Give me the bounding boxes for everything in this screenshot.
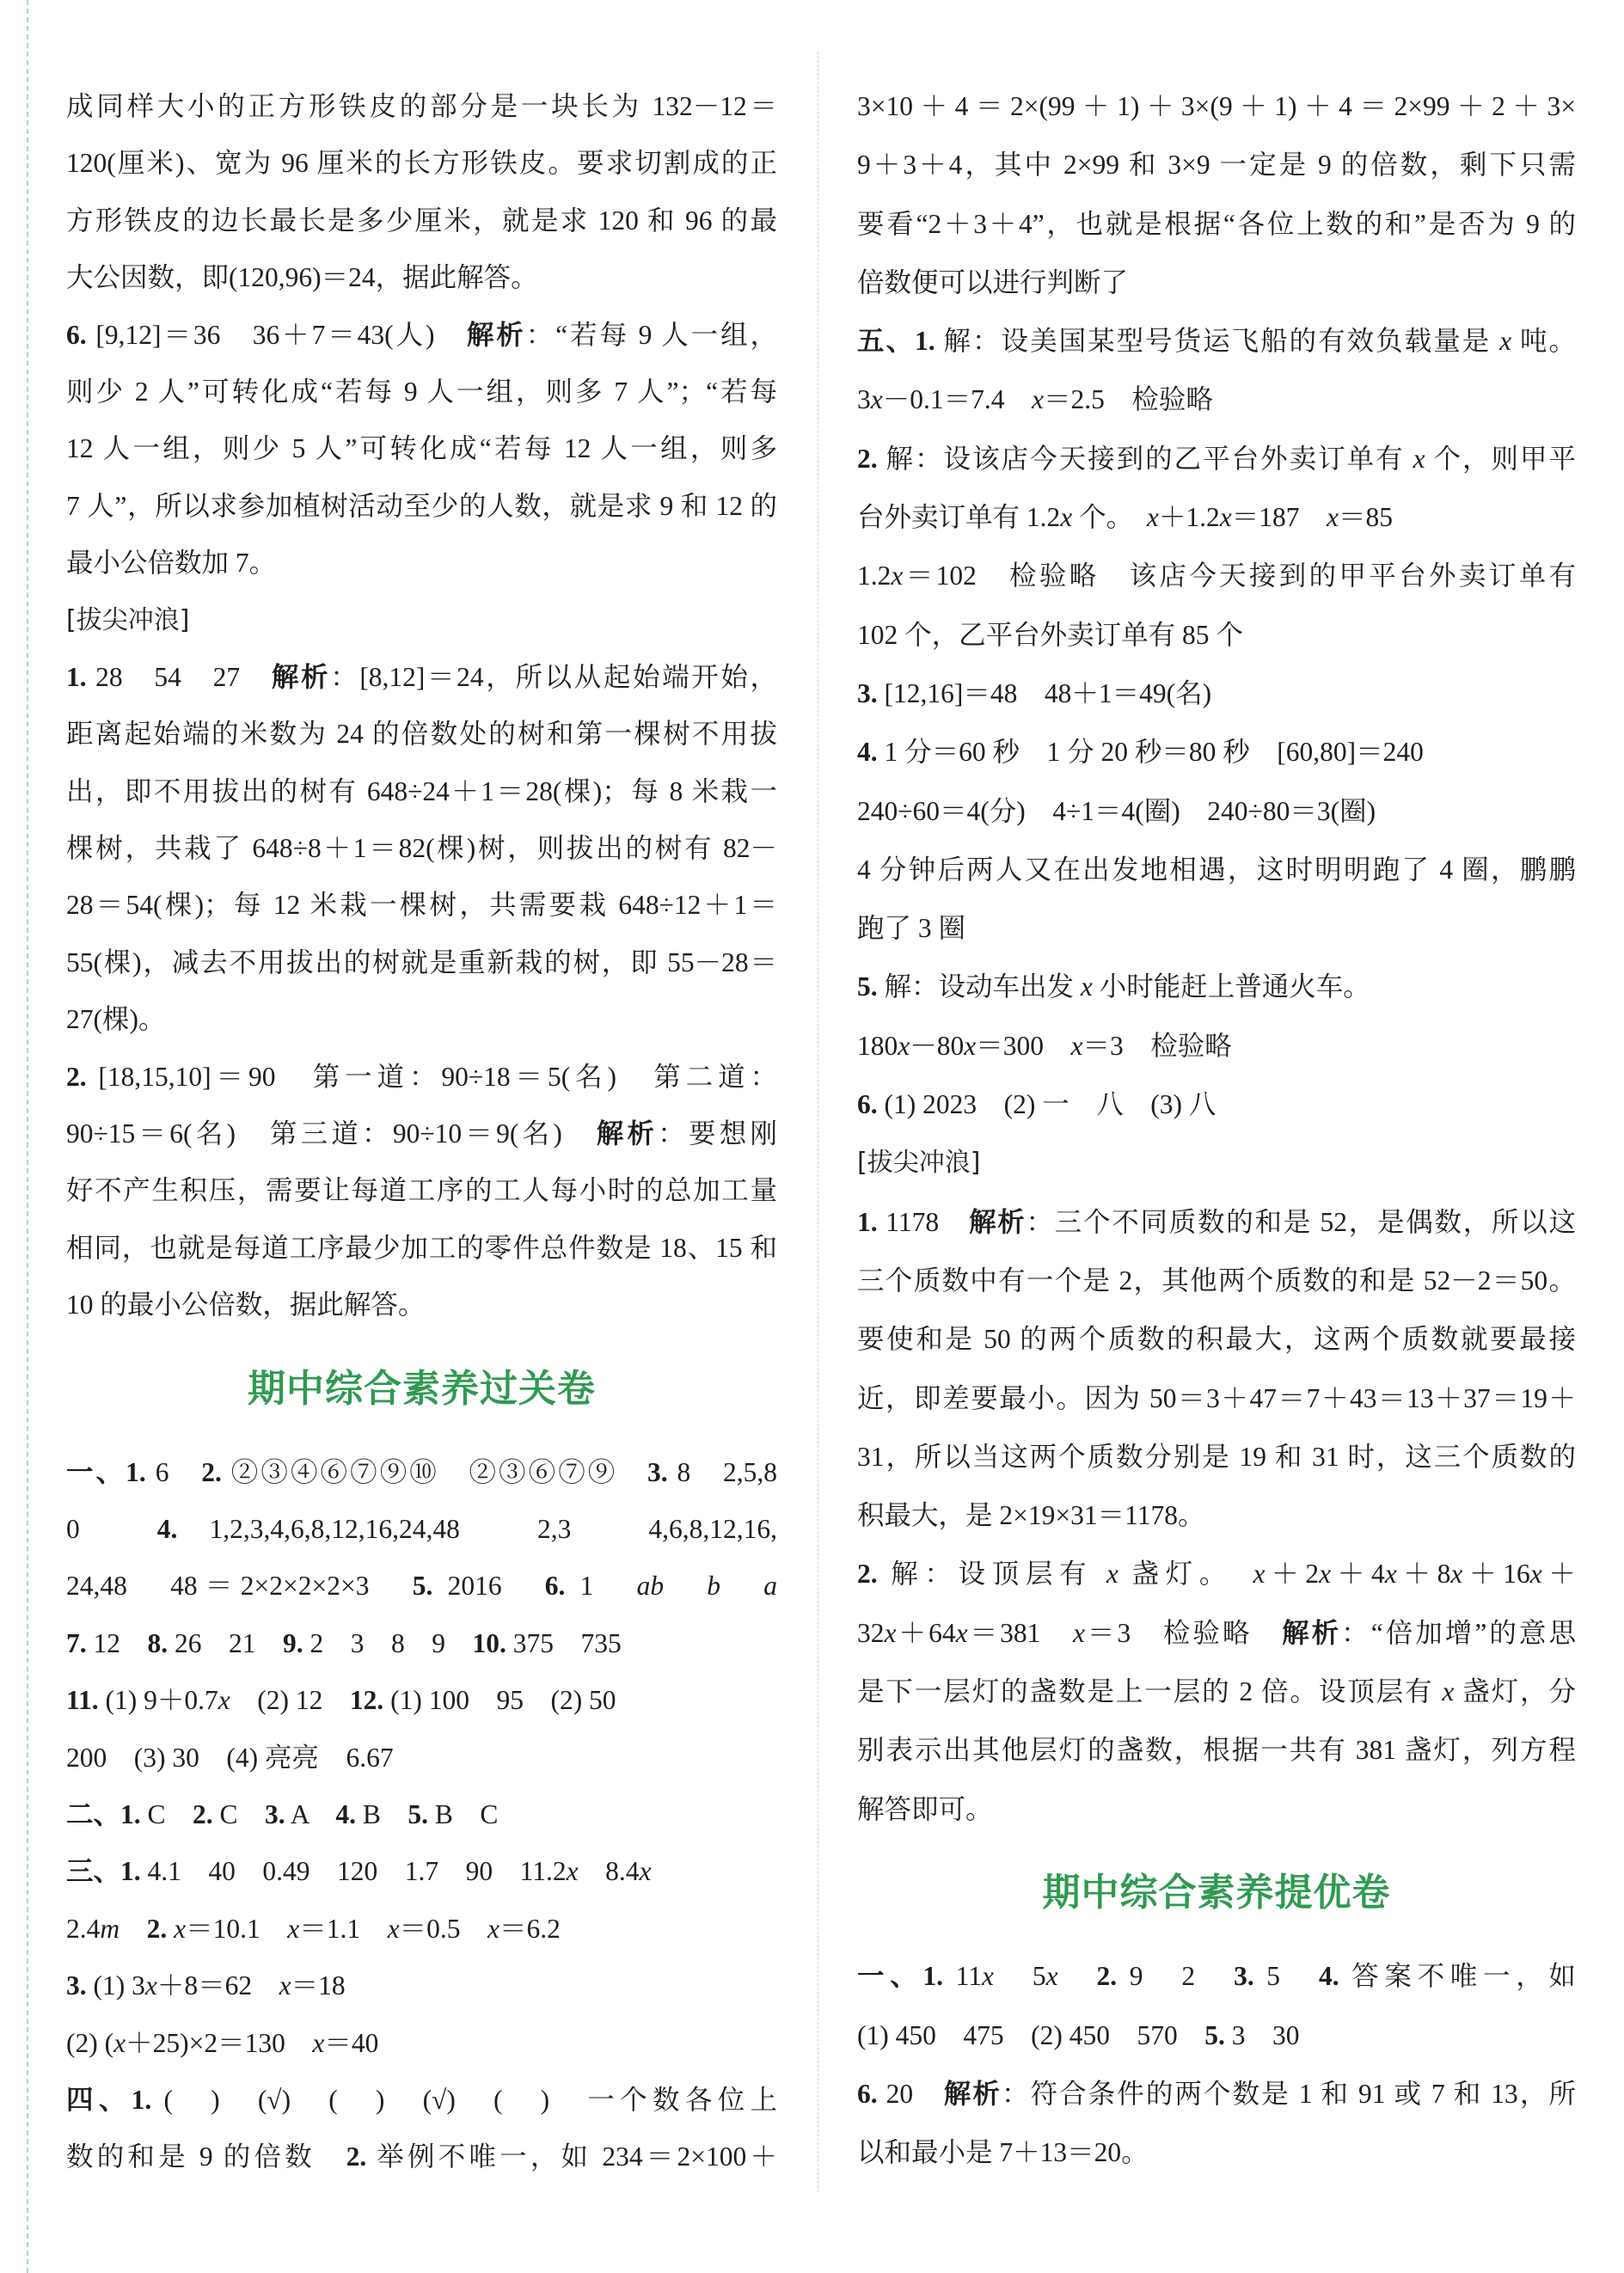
math-variable: x (964, 1030, 977, 1061)
line-content: 倍数便可以进行判断了 (857, 267, 1129, 297)
line-content: 7 人”，所以求参加植树活动至少的人数，就是求 9 和 12 的 (66, 490, 777, 521)
line-content: 1. 1178 解析：三个不同质数的和是 52，是偶数，所以这 (857, 1206, 1576, 1237)
bold-label: 2. (193, 1798, 213, 1829)
line-content: 三、1. 4.1 40 0.49 120 1.7 90 11.2x 8.4x (66, 1856, 652, 1887)
text-line (66, 193, 777, 249)
paragraph-block (66, 78, 777, 592)
text-line (857, 606, 1576, 665)
section-tag: [拔尖冲浪] (857, 1148, 981, 1179)
bold-label: 10. (472, 1627, 506, 1658)
line-content: 180x－80x＝300 x＝3 检验略 (857, 1030, 1232, 1061)
line-content: (2) (x＋25)×2＝130 x＝40 (66, 2027, 379, 2058)
text-line (857, 371, 1576, 429)
line-content: 102 个，乙平台外卖订单有 85 个 (857, 619, 1243, 650)
text-line (857, 1193, 1576, 1252)
line-content: 一、1. 11x 5x 2. 9 2 3. 5 4. 答案不唯一，如 (857, 1961, 1576, 1992)
text-line (857, 254, 1576, 312)
bold-label: 5. (1204, 2019, 1225, 2050)
bold-label: 4. (156, 1513, 178, 1544)
math-variable: x (312, 2027, 325, 2058)
text-line (66, 307, 777, 364)
bold-label: 9. (283, 1627, 303, 1658)
bold-label: 2. (201, 1456, 222, 1487)
line-content: 9＋3＋4，其中 2×99 和 3×9 一定是 9 的倍数，剩下只需 (857, 150, 1576, 181)
line-content: 跑了 3 圈 (857, 913, 966, 944)
math-variable: x (113, 2027, 126, 2058)
left-column (66, 78, 777, 2186)
margin-rule (27, 0, 28, 2273)
math-variable: x (1146, 502, 1159, 533)
bold-label: 五、 (857, 326, 916, 357)
text-line (66, 1277, 777, 1333)
bold-label: 6. (857, 2079, 878, 2109)
text-line (857, 958, 1576, 1016)
text-line (66, 1220, 777, 1277)
bold-label: 3. (1234, 1961, 1254, 1992)
bold-label: 1. (120, 1856, 141, 1887)
line-content: 一、1. 6 2. ②③④⑥⑦⑨⑩ ②③⑥⑦⑨ 3. 8 2,5,8 (66, 1456, 777, 1487)
bold-label: 6. (66, 319, 87, 350)
line-content: 2. 解：设顶层有 x 盏灯。 x＋2x＋4x＋8x＋16x＋ (857, 1559, 1576, 1590)
line-content: 4 分钟后两人又在出发地相遇，这时明明跑了 4 圈，鹏鹏 (857, 854, 1576, 885)
paragraph-block (857, 1947, 1576, 2182)
bold-label: 一、 (66, 1456, 126, 1487)
text-line (857, 1947, 1576, 2006)
line-content: 3x－0.1＝7.4 x＝2.5 检验略 (857, 384, 1213, 415)
line-content: 三个质数中有一个是 2，其他两个质数的和是 52－2＝50。 (857, 1265, 1576, 1296)
paragraph-block (66, 1444, 777, 2186)
section-heading: 期中综合素养过关卷 (248, 1366, 596, 1411)
text-line (857, 841, 1576, 899)
line-content: 240÷60＝4(分) 4÷1＝4(圈) 240÷80＝3(圈) (857, 795, 1376, 826)
bold-label: 解析 (271, 661, 331, 692)
line-content: 55(棵)，减去不用拔出的树就是重新栽的树，即 55－28＝ (66, 947, 777, 977)
bold-label: 3. (857, 677, 878, 708)
text-line (66, 249, 777, 306)
bold-label: 6. (544, 1571, 566, 1602)
line-content: 台外卖订单有 1.2x 个。 x＋1.2x＝187 x＝85 (857, 502, 1394, 533)
bold-label: 2. (66, 1061, 87, 1092)
math-variable: x (898, 1030, 910, 1061)
line-content: 近，即差要最小。因为 50＝3＋47＝7＋43＝13＋37＝19＋ (857, 1382, 1576, 1413)
bold-label: 2. (857, 1559, 878, 1590)
bold-label: 1. (922, 1961, 944, 1992)
line-content: 11. (1) 9＋0.7x (2) 12 12. (1) 100 95 (2) 50 (66, 1685, 616, 1716)
text-line (857, 2065, 1576, 2123)
math-variable: x (1080, 971, 1093, 1002)
text-line (66, 763, 777, 820)
bold-label: 1. (915, 326, 935, 357)
bold-label: 二、 (66, 1798, 121, 1829)
bold-label: 解析 (466, 319, 526, 350)
paragraph-block (66, 649, 777, 1334)
text-line (66, 1786, 777, 1843)
text-line (857, 1075, 1576, 1134)
math-variable: x (1070, 1030, 1083, 1061)
text-line (66, 364, 777, 420)
text-line (66, 2072, 777, 2129)
line-content: 2. 解：设该店今天接到的乙平台外卖订单有 x 个，则甲平 (857, 443, 1576, 474)
bold-label: 三、 (66, 1856, 121, 1887)
text-line (857, 2123, 1576, 2182)
line-content: 以和最小是 7＋13＝20。 (857, 2137, 1149, 2168)
line-content: 出，即不用拔出的树有 648÷24＋1＝28(棵)；每 8 米栽一 (66, 775, 777, 806)
bold-label: 7. (66, 1627, 87, 1658)
text-line (857, 1017, 1576, 1075)
line-content: 28＝54(棵)；每 12 米栽一棵树，共需要栽 648÷12＋1＝ (66, 890, 777, 921)
text-line (857, 488, 1576, 547)
line-content: 120(厘米)、宽为 96 厘米的长方形铁皮。要求切割成的正 (66, 148, 777, 179)
line-content: 32x＋64x＝381 x＝3 检验略 解析：“倍加增”的意思 (857, 1617, 1576, 1648)
line-content: 解答即可。 (857, 1793, 993, 1824)
line-content: 方形铁皮的边长最长是多少厘米，就是求 120 和 96 的最 (66, 205, 777, 236)
text-line (66, 478, 777, 535)
bold-label: 一、 (857, 1961, 923, 1992)
text-line (857, 1252, 1576, 1310)
text-line (66, 1049, 777, 1106)
line-content: 90÷15＝6(名) 第三道：90÷10＝9(名) 解析：要想刚 (66, 1118, 777, 1149)
math-variable: b (707, 1571, 721, 1602)
bold-label: 12. (349, 1685, 384, 1716)
text-line (66, 2015, 777, 2072)
text-line (66, 1615, 777, 1672)
line-content: 0 4. 1,2,3,4,6,8,12,16,24,48 2,3 4,6,8,12,16, (66, 1513, 777, 1544)
text-line (857, 77, 1576, 136)
math-variable: x (1219, 502, 1232, 533)
line-content: 1. 28 54 27 解析：[8,12]＝24，所以从起始端开始， (66, 661, 777, 692)
line-content: 五、1. 解：设美国某型号货运飞船的有效负载量是 x 吨。 (857, 326, 1576, 357)
math-variable: x (144, 1970, 157, 2001)
text-line (66, 991, 777, 1048)
line-content: 6. 20 解析：符合条件的两个数是 1 和 91 或 7 和 13，所 (857, 2079, 1576, 2109)
right-column (857, 77, 1576, 2183)
line-content: 成同样大小的正方形铁皮的部分是一块长为 132－12＝ (66, 91, 777, 121)
math-variable: x (1413, 443, 1425, 474)
line-content: (1) 450 475 (2) 450 570 5. 3 30 (857, 2019, 1300, 2050)
text-line (66, 1444, 777, 1501)
text-line (66, 1901, 777, 1957)
math-variable: x (955, 1617, 968, 1648)
math-variable: m (100, 1913, 120, 1944)
bold-label: 1. (131, 2084, 152, 2115)
text-line (857, 1486, 1576, 1545)
bold-label: 8. (147, 1627, 169, 1658)
line-content: 24,48 48＝2×2×2×2×3 5. 2016 6. 1 ab b a (66, 1571, 777, 1602)
text-line (66, 649, 777, 706)
text-line (857, 1604, 1576, 1663)
text-line (66, 877, 777, 934)
bold-label: 解析 (943, 2079, 1002, 2109)
math-variable: x (891, 561, 904, 591)
text-line (857, 1428, 1576, 1486)
line-content: 1.2x＝102 检验略 该店今天接到的甲平台外卖订单有 (857, 561, 1576, 591)
math-variable: x (487, 1913, 499, 1944)
text-line (66, 1730, 777, 1786)
paragraph-block (857, 1193, 1576, 1839)
math-variable: x (279, 1970, 291, 2001)
math-variable: x (1529, 1559, 1542, 1590)
bold-label: 4. (1318, 1961, 1339, 1992)
text-line (66, 78, 777, 135)
text-line (857, 547, 1576, 605)
line-content: 31，所以当这两个质数分别是 19 和 31 时，这三个质数的 (857, 1441, 1576, 1472)
math-variable: x (566, 1856, 579, 1887)
math-variable: x (1327, 502, 1339, 533)
bold-label: 5. (408, 1798, 428, 1829)
text-line (66, 420, 777, 477)
line-content: 要看“2＋3＋4”，也就是根据“各位上数的和”是否为 9 的 (857, 208, 1576, 239)
line-content: 相同，也就是每道工序最少加工的零件总件数是 18、15 和 (66, 1232, 777, 1263)
text-line (857, 899, 1576, 958)
bold-label: 11. (66, 1685, 99, 1716)
bold-label: 3. (66, 1970, 87, 2001)
line-content: 大公因数，即(120,96)＝24，据此解答。 (66, 262, 538, 293)
bold-label: 2. (857, 443, 878, 474)
text-line (66, 1957, 777, 2014)
bold-label: 6. (857, 1089, 878, 1120)
line-content: 3×10＋4＝2×(99＋1)＋3×(9＋1)＋4＝2×99＋2＋3× (857, 91, 1576, 121)
text-line (66, 135, 777, 192)
bold-label: 解析 (1282, 1617, 1342, 1648)
text-line (66, 1843, 777, 1900)
line-content: 二、1. C 2. C 3. A 4. B 5. B C (66, 1798, 499, 1829)
math-variable: x (287, 1913, 300, 1944)
math-variable: x (1442, 1676, 1455, 1707)
line-content: 4. 1 分＝60 秒 1 分 20 秒＝80 秒 [60,80]＝240 (857, 737, 1424, 768)
line-content: 是下一层灯的盏数是上一层的 2 倍。设顶层有 x 盏灯，分 (857, 1676, 1576, 1707)
math-variable: a (763, 1571, 777, 1602)
math-variable: x (1450, 1559, 1463, 1590)
line-content: 3. [12,16]＝48 48＋1＝49(名) (857, 677, 1212, 708)
math-variable: x (1032, 384, 1044, 415)
text-line (857, 723, 1576, 781)
math-variable: x (387, 1913, 400, 1944)
text-line (66, 2129, 777, 2185)
line-content: 最小公倍数加 7。 (66, 548, 277, 579)
section-heading: 期中综合素养提优卷 (1042, 1870, 1391, 1915)
math-variable: x (1072, 1617, 1085, 1648)
line-content: 则少 2 人”可转化成“若每 9 人一组，则多 7 人”；“若每 (66, 376, 777, 407)
bold-label: 5. (857, 971, 878, 1002)
math-variable: x (1106, 1559, 1118, 1590)
text-line (857, 1310, 1576, 1369)
math-variable: ab (636, 1571, 665, 1602)
text-line (857, 312, 1576, 371)
section-tag: [拔尖冲浪] (66, 604, 190, 635)
bold-label: 3. (265, 1798, 285, 1829)
text-line (66, 1106, 777, 1162)
text-line (857, 1721, 1576, 1780)
bold-label: 5. (412, 1571, 433, 1602)
text-line (66, 934, 777, 991)
math-variable: x (218, 1685, 230, 1716)
text-line (66, 1501, 777, 1558)
paragraph-block (857, 77, 1576, 1134)
line-content: 6. [9,12]＝36 36＋7＝43(人) 解析：“若每 9 人一组， (66, 319, 777, 350)
line-content: 2.4m 2. x＝10.1 x＝1.1 x＝0.5 x＝6.2 (66, 1913, 561, 1944)
line-content: 27(棵)。 (66, 1004, 166, 1035)
text-line (66, 706, 777, 763)
line-content: 6. (1) 2023 (2) 一 八 (3) 八 (857, 1089, 1216, 1120)
text-line (857, 195, 1576, 254)
text-line (857, 1369, 1576, 1428)
text-line (857, 1663, 1576, 1721)
bold-label: 2. (346, 2141, 367, 2172)
bold-label: 1. (857, 1206, 878, 1237)
text-line (66, 1672, 777, 1729)
math-variable: x (870, 384, 883, 415)
line-content: 距离起始端的米数为 24 的倍数处的树和第一棵树不用拔 (66, 719, 777, 750)
text-line (857, 2006, 1576, 2065)
line-content: 积最大，是 2×19×31＝1178。 (857, 1500, 1205, 1531)
math-variable: x (981, 1961, 994, 1992)
text-line (857, 430, 1576, 488)
math-variable: x (174, 1913, 187, 1944)
line-content: 别表示出其他层灯的盏数，根据一共有 381 盏灯，列方程 (857, 1735, 1576, 1766)
math-variable: x (1499, 326, 1512, 357)
line-content: 数的和是 9 的倍数 2. 举例不唯一，如 234＝2×100＋ (66, 2141, 777, 2172)
line-content: 要使和是 50 的两个质数的积最大，这两个质数就要最接 (857, 1324, 1576, 1355)
math-variable: x (1319, 1559, 1332, 1590)
math-variable: x (884, 1617, 897, 1648)
text-line (66, 1162, 777, 1219)
math-variable: x (1384, 1559, 1397, 1590)
math-variable: x (1060, 502, 1073, 533)
text-line (857, 1780, 1576, 1839)
line-content: 四、1. ( ) (√) ( ) (√) ( ) 一个数各位上 (66, 2084, 777, 2115)
text-line (857, 782, 1576, 841)
math-variable: x (1045, 1961, 1058, 1992)
bold-label: 1. (126, 1456, 146, 1487)
bold-label: 1. (66, 661, 87, 692)
line-content: 3. (1) 3x＋8＝62 x＝18 (66, 1970, 346, 2001)
line-content: 好不产生积压，需要让每道工序的工人每小时的总加工量 (66, 1175, 777, 1206)
text-line (857, 665, 1576, 723)
text-line (66, 535, 777, 591)
bold-label: 解析 (596, 1118, 659, 1149)
text-line (857, 1545, 1576, 1603)
bold-label: 解析 (969, 1206, 1026, 1237)
bold-label: 4. (335, 1798, 356, 1829)
bold-label: 1. (120, 1798, 141, 1829)
line-content: 棵树，共栽了 648÷8＋1＝82(棵)树，则拔出的树有 82－ (66, 833, 777, 864)
text-line (66, 1558, 777, 1614)
bold-label: 4. (857, 737, 878, 768)
line-content: 7. 12 8. 26 21 9. 2 3 8 9 10. 375 735 (66, 1627, 622, 1658)
line-content: 5. 解：设动车出发 x 小时能赶上普通火车。 (857, 971, 1370, 1002)
math-variable: x (639, 1856, 652, 1887)
bold-label: 四、 (66, 2084, 132, 2115)
line-content: 2. [18,15,10]＝90 第一道：90÷18＝5(名) 第二道： (66, 1061, 777, 1092)
line-content: 200 (3) 30 (4) 亮亮 6.67 (66, 1742, 394, 1773)
line-content: 12 人一组，则少 5 人”可转化成“若每 12 人一组，则多 (66, 433, 777, 464)
bold-label: 2. (146, 1913, 168, 1944)
line-content: 10 的最小公倍数，据此解答。 (66, 1290, 426, 1320)
text-line (857, 136, 1576, 194)
math-variable: x (1253, 1559, 1265, 1590)
text-line (66, 820, 777, 877)
bold-label: 3. (647, 1456, 668, 1487)
bold-label: 2. (1096, 1961, 1118, 1992)
